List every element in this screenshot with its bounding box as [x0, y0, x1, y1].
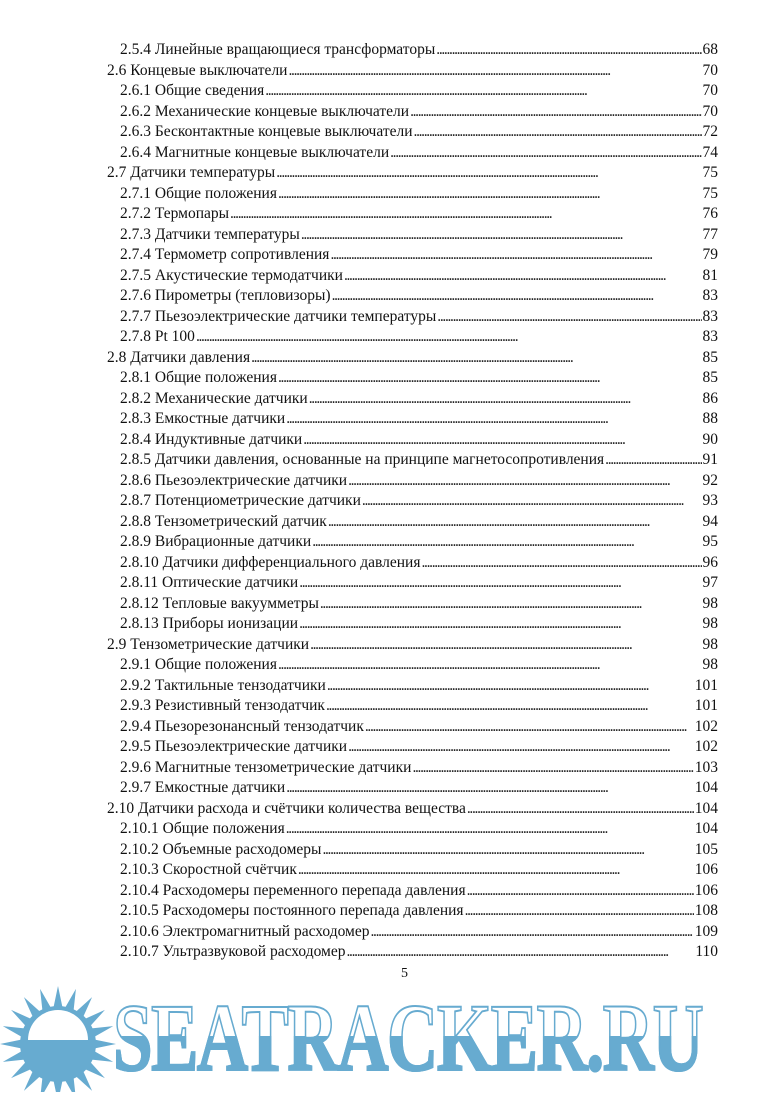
dot-leader — [298, 860, 694, 880]
dot-leader — [348, 471, 701, 491]
dot-leader — [322, 840, 693, 860]
toc-entry-title: 2.10.4 Расходомеры переменного перепада давления — [120, 881, 466, 899]
dot-leader — [327, 676, 694, 696]
toc-entry[interactable] — [120, 225, 718, 245]
toc-entry[interactable] — [120, 553, 718, 573]
toc-entry-title: 2.8 Датчики давления — [107, 348, 251, 366]
toc-entry[interactable] — [107, 163, 718, 183]
toc-entry-title: 2.8.11 Оптические датчики — [120, 574, 299, 591]
toc-entry[interactable] — [107, 61, 718, 81]
dot-leader — [332, 286, 702, 306]
toc-entry[interactable] — [120, 286, 718, 306]
toc-entry-title: 2.7 Датчики температуры — [107, 164, 276, 181]
dot-leader — [299, 614, 701, 634]
toc-entry-page: 70 — [702, 61, 718, 79]
toc-entry-page: 83 — [702, 287, 718, 304]
toc-entry-page: 98 — [702, 615, 718, 632]
dot-leader — [276, 163, 701, 183]
toc-entry-title: 2.10.6 Электромагнитный расходомер — [120, 922, 370, 940]
toc-entry-page: 88 — [702, 410, 718, 427]
toc-entry-page: 90 — [702, 430, 718, 448]
toc-entry-page: 70 — [702, 102, 718, 120]
toc-entry-page: 75 — [702, 184, 718, 202]
toc-entry-page: 104 — [694, 779, 718, 796]
dot-leader — [251, 348, 701, 368]
toc-entry[interactable] — [107, 635, 718, 655]
toc-entry-title: 2.9.4 Пьезорезонансный тензодатчик — [120, 717, 364, 735]
toc-entry-page: 95 — [702, 533, 718, 550]
toc-entry-page: 104 — [694, 799, 718, 817]
toc-entry-page: 72 — [702, 123, 718, 140]
dot-leader — [299, 573, 701, 593]
toc-entry-title: 2.7.4 Термометр сопротивления — [120, 246, 330, 263]
toc-entry-page: 97 — [702, 574, 718, 591]
toc-entry-title: 2.9.1 Общие положения — [120, 656, 277, 673]
toc-entry-page: 79 — [702, 246, 718, 263]
toc-entry-title: 2.10.3 Скоростной счётчик — [120, 861, 297, 878]
toc-entry[interactable] — [120, 143, 718, 163]
toc-entry-title: 2.7.3 Датчики температуры — [120, 225, 300, 243]
dot-leader — [265, 81, 701, 101]
toc-entry[interactable] — [120, 102, 718, 122]
toc-entry[interactable] — [120, 696, 718, 716]
toc-entry[interactable] — [120, 307, 718, 327]
toc-entry[interactable] — [120, 368, 718, 388]
toc-entry-page: 109 — [694, 922, 718, 940]
toc-entry-title: 2.8.1 Общие положения — [120, 369, 277, 386]
dot-leader — [278, 368, 702, 388]
dot-leader — [390, 143, 701, 163]
toc-entry[interactable] — [120, 778, 718, 798]
toc-entry-title: 2.6 Концевые выключатели — [107, 61, 288, 79]
dot-leader — [436, 40, 701, 60]
toc-entry-page: 103 — [694, 758, 718, 776]
toc-entry-title: 2.8.6 Пьезоэлектрические датчики — [120, 471, 348, 489]
dot-leader — [278, 655, 702, 675]
toc-entry-title: 2.6.4 Магнитные концевые выключатели — [120, 143, 390, 161]
toc-entry-page: 102 — [694, 738, 718, 755]
toc-entry-page: 85 — [702, 369, 718, 386]
toc-entry[interactable] — [120, 491, 718, 511]
toc-entry[interactable] — [120, 819, 718, 839]
toc-entry-page: 94 — [702, 512, 718, 530]
dot-leader — [344, 266, 702, 286]
toc-entry-title: 2.10.2 Объемные расходомеры — [120, 840, 322, 858]
dot-leader — [310, 635, 701, 655]
toc-entry-page: 106 — [694, 881, 718, 899]
toc-entry-page: 83 — [702, 328, 718, 345]
toc-entry-page: 92 — [702, 471, 718, 489]
toc-entry[interactable] — [107, 348, 718, 368]
dot-leader — [467, 799, 694, 819]
toc-entry-title: 2.9.3 Резистивный тензодатчик — [120, 697, 325, 714]
toc-entry-page: 104 — [694, 820, 718, 837]
toc-entry[interactable] — [120, 266, 718, 286]
dot-leader — [330, 245, 701, 265]
toc-entry-title: 2.7.7 Пьезоэлектрические датчики температуры — [120, 307, 437, 325]
toc-entry[interactable] — [120, 122, 718, 142]
dot-leader — [348, 737, 694, 757]
toc-entry-page: 98 — [702, 635, 718, 653]
toc-entry-title: 2.5.4 Линейные вращающиеся трансформаторы — [120, 41, 436, 58]
toc-entry[interactable] — [120, 430, 718, 450]
dot-leader — [422, 553, 702, 573]
toc-entry-title: 2.8.12 Тепловые вакуумметры — [120, 594, 319, 612]
toc-entry[interactable] — [120, 942, 718, 962]
toc-entry[interactable] — [120, 881, 718, 901]
toc-entry[interactable] — [120, 409, 718, 429]
toc-entry-page: 85 — [702, 348, 718, 366]
toc-entry[interactable] — [120, 184, 718, 204]
toc-entry[interactable] — [120, 737, 718, 757]
dot-leader — [320, 594, 702, 614]
toc-entry-title: 2.6.1 Общие сведения — [120, 82, 265, 99]
toc-entry-title: 2.8.10 Датчики дифференциального давления — [120, 553, 421, 571]
dot-leader — [301, 225, 702, 245]
toc-entry[interactable] — [120, 758, 718, 778]
toc-entry-page: 75 — [702, 164, 718, 181]
toc-entry[interactable] — [120, 717, 718, 737]
toc-entry[interactable] — [120, 594, 718, 614]
toc-entry-title: 2.7.6 Пирометры (тепловизоры) — [120, 287, 331, 304]
dot-leader — [362, 491, 702, 511]
toc-entry-title: 2.9 Тензометрические датчики — [107, 635, 310, 653]
toc-entry[interactable] — [120, 450, 718, 470]
toc-entry-title: 2.8.7 Потенциометрические датчики — [120, 492, 361, 509]
toc-entry[interactable] — [120, 389, 718, 409]
toc-entry[interactable] — [120, 512, 718, 532]
toc-entry-page: 101 — [694, 697, 718, 714]
watermark — [0, 984, 775, 1095]
toc-entry-page: 76 — [702, 205, 718, 222]
toc-entry-title: 2.6.2 Механические концевые выключатели — [120, 102, 410, 120]
toc-entry[interactable] — [120, 327, 718, 347]
toc-entry-page: 106 — [694, 861, 718, 878]
toc-entry-title: 2.8.8 Тензометрический датчик — [120, 512, 327, 530]
toc-entry-page: 70 — [702, 82, 718, 99]
toc-entry-title: 2.7.5 Акустические термодатчики — [120, 266, 343, 284]
toc-entry-page: 101 — [694, 676, 718, 694]
toc-entry-page: 98 — [702, 656, 718, 673]
dot-leader — [465, 901, 694, 921]
toc-entry-title: 2.10 Датчики расхода и счётчики количества вещества — [107, 799, 466, 817]
toc-entry-page: 68 — [702, 41, 718, 58]
toc-entry-title: 2.9.2 Тактильные тензодатчики — [120, 676, 326, 694]
toc-entry-title: 2.7.8 Pt 100 — [120, 328, 195, 345]
toc-entry-page: 83 — [702, 307, 718, 325]
toc-entry-title: 2.8.4 Индуктивные датчики — [120, 430, 303, 448]
watermark-text: SEATRACKER.RU — [113, 984, 703, 1091]
dot-leader — [328, 512, 702, 532]
toc-entry-page: 96 — [702, 553, 718, 571]
toc-entry[interactable] — [120, 245, 718, 265]
toc-entry-title: 2.9.7 Емкостные датчики — [120, 779, 286, 796]
toc-entry-title: 2.8.2 Механические датчики — [120, 389, 308, 407]
toc-entry[interactable] — [120, 840, 718, 860]
page-number: 5 — [401, 966, 408, 981]
toc-entry-page: 86 — [702, 389, 718, 407]
toc-entry-page: 98 — [702, 594, 718, 612]
toc-entry[interactable] — [120, 40, 718, 60]
toc-entry-title: 2.8.13 Приборы ионизации — [120, 615, 299, 632]
dot-leader — [410, 102, 701, 122]
toc-entry-page: 93 — [702, 492, 718, 509]
toc-entry-title: 2.7.1 Общие положения — [120, 184, 277, 202]
toc-entry[interactable] — [120, 81, 718, 101]
sun-logo-icon — [0, 982, 120, 1092]
toc-entry[interactable] — [120, 901, 718, 921]
dot-leader — [437, 307, 701, 327]
dot-leader — [412, 758, 693, 778]
toc-entry-page: 102 — [694, 717, 718, 735]
toc-entry[interactable] — [120, 532, 718, 552]
dot-leader — [326, 696, 694, 716]
dot-leader — [288, 61, 701, 81]
toc-entry-page: 77 — [702, 225, 718, 243]
toc-entry[interactable] — [120, 573, 718, 593]
toc-entry[interactable] — [120, 655, 718, 675]
toc-entry-page: 91 — [702, 451, 718, 468]
toc-entry[interactable] — [107, 799, 718, 819]
toc-entry-title: 2.10.7 Ультразвуковой расходомер — [120, 943, 346, 960]
toc-entry[interactable] — [120, 676, 718, 696]
toc-entry[interactable] — [120, 860, 718, 880]
dot-leader — [286, 778, 694, 798]
dot-leader — [365, 717, 694, 737]
dot-leader — [312, 532, 701, 552]
toc-entry-title: 2.7.2 Термопары — [120, 205, 230, 222]
toc-entry[interactable] — [120, 471, 718, 491]
toc-entry-title: 2.9.6 Магнитные тензометрические датчики — [120, 758, 412, 776]
dot-leader — [414, 122, 702, 142]
dot-leader — [303, 430, 701, 450]
toc-entry-page: 81 — [702, 266, 718, 284]
toc-entry-title: 2.8.9 Вибрационные датчики — [120, 533, 312, 550]
toc-entry-title: 2.9.5 Пьезоэлектрические датчики — [120, 738, 348, 755]
toc-entry-page: 110 — [695, 943, 718, 960]
toc-entry-title: 2.8.3 Емкостные датчики — [120, 410, 286, 427]
toc-entry-page: 108 — [694, 902, 718, 919]
dot-leader — [230, 204, 701, 224]
dot-leader — [371, 922, 694, 942]
toc-entry[interactable] — [120, 922, 718, 942]
dot-leader — [278, 184, 702, 204]
dot-leader — [347, 942, 695, 962]
toc-entry-title: 2.8.5 Датчики давления, основанные на принципе магнетосопротивления — [120, 451, 605, 468]
toc-entry-page: 74 — [702, 143, 718, 161]
dot-leader — [196, 327, 702, 347]
dot-leader — [286, 819, 694, 839]
toc-entry[interactable] — [120, 614, 718, 634]
toc-entry-title: 2.10.1 Общие положения — [120, 820, 285, 837]
toc-entry-title: 2.10.5 Расходомеры постоянного перепада давления — [120, 902, 464, 919]
dot-leader — [286, 409, 701, 429]
toc-entry[interactable] — [120, 204, 718, 224]
toc-entry-title: 2.6.3 Бесконтактные концевые выключатели — [120, 123, 413, 140]
dot-leader — [309, 389, 702, 409]
dot-leader — [467, 881, 694, 901]
toc-entry-page: 105 — [694, 840, 718, 858]
dot-leader — [605, 450, 701, 470]
